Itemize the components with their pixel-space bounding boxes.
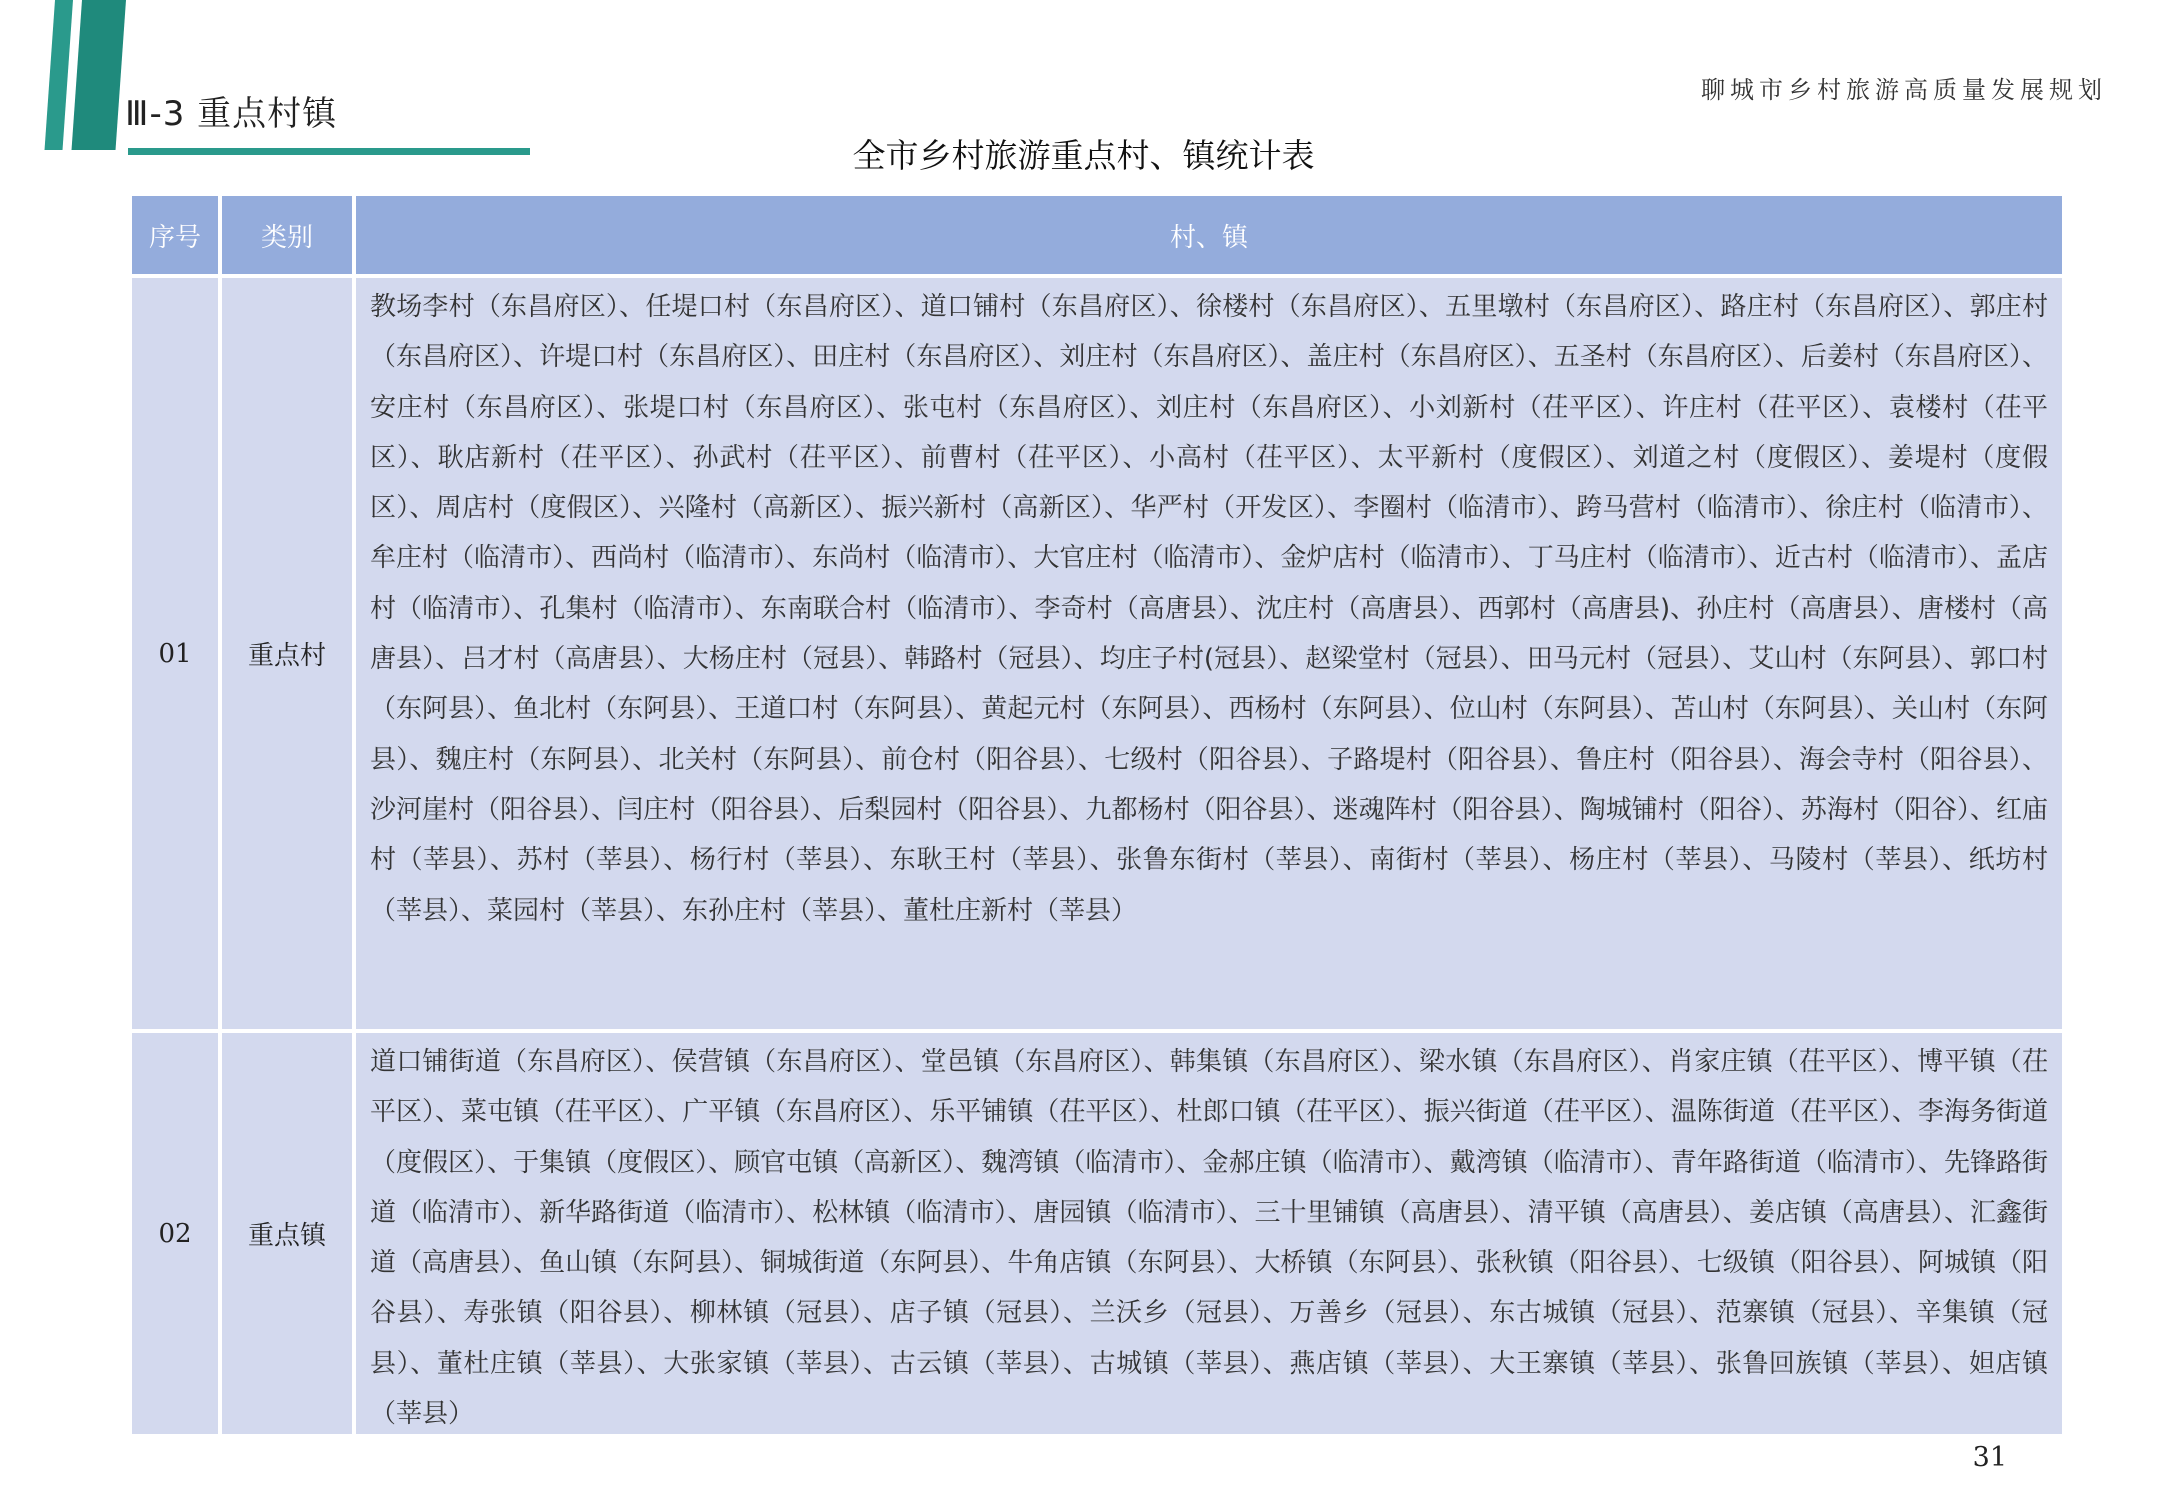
table-row <box>132 1033 2062 1438</box>
row-content: 教场李村（东昌府区）、任堤口村（东昌府区）、道口铺村（东昌府区）、徐楼村（东昌府区）、五里墩村（东昌府区）、路庄村（东昌府区）、郭庄村（东昌府区）、许堤口村（东昌府区）、田庄村（东昌府区）、刘庄村（东昌府区）、盖庄村（东昌府区）、五圣村（东昌府区）、后姜村（东昌府区）、安庄村（东昌府区）、张堤口村（东昌府区）、张屯村（东昌府区）、刘庄村（东昌府区）、小刘新村（茌平区）、许庄村（茌平区）、袁楼村（茌平区）、耿店新村（茌平区）、孙武村（茌平区）、前曹村（茌平区）、小高村（茌平区）、太平新村（度假区）、刘道之村（度假区）、姜堤村（度假区）、周店村（度假区）、兴隆村（高新区）、振兴新村（高新区）、华严村（开发区）、李圈村（临清市）、跨马营村（临清市）、徐庄村（临清市）、牟庄村（临清市）、西尚村（临清市）、东尚村（临清市）、大官庄村（临清市）、金炉店村（临清市）、丁马庄村（临清市）、近古村（临清市）、孟店村（临清市）、孔集村（临清市）、东南联合村（临清市）、李奇村（高唐县）、沈庄村（高唐县）、西郭村（高唐县)、孙庄村（高唐县）、唐楼村（高唐县）、吕才村（高唐县）、大杨庄村（冠县）、韩路村（冠县）、均庄子村(冠县）、赵梁堂村（冠县）、田马元村（冠县）、艾山村（东阿县）、郭口村（东阿县）、鱼北村（东阿县）、王道口村（东阿县）、黄起元村（东阿县）、西杨村（东阿县）、位山村（东阿县）、苫山村（东阿县）、关山村（东阿县）、魏庄村（东阿县）、北关村（东阿县）、前仓村（阳谷县）、七级村（阳谷县）、子路堤村（阳谷县）、鲁庄村（阳谷县）、海会寺村（阳谷县）、沙河崖村（阳谷县）、闫庄村（阳谷县）、后梨园村（阳谷县）、九都杨村（阳谷县）、迷魂阵村（阳谷县）、陶城铺村（阳谷）、苏海村（阳谷）、红庙村（莘县）、苏村（莘县）、杨行村（莘县）、东耿王村（莘县）、张鲁东街村（莘县）、南街村（莘县）、杨庄村（莘县）、马陵村（莘县）、纸坊村（莘县）、菜园村（莘县）、东孙庄村（莘县）、董杜庄新村（莘县） <box>356 278 2062 1033</box>
document-title: 聊城市乡村旅游高质量发展规划 <box>1701 76 2107 104</box>
row-category: 重点镇 <box>222 1033 356 1438</box>
column-header-category: 类别 <box>222 196 356 278</box>
column-header-villages-towns: 村、镇 <box>356 196 2062 278</box>
row-number: 02 <box>132 1033 222 1438</box>
decorative-band-left <box>45 0 73 150</box>
decorative-band-right <box>72 0 126 150</box>
section-title: Ⅲ-3 重点村镇 <box>125 94 338 134</box>
column-header-number: 序号 <box>132 196 222 278</box>
table-title: 全市乡村旅游重点村、镇统计表 <box>852 136 1315 175</box>
table-row <box>132 278 2062 1033</box>
row-number: 01 <box>132 278 222 1033</box>
table-header-row <box>132 196 2062 278</box>
statistics-table <box>132 196 2062 1438</box>
row-category: 重点村 <box>222 278 356 1033</box>
row-content: 道口铺街道（东昌府区）、侯营镇（东昌府区）、堂邑镇（东昌府区）、韩集镇（东昌府区）、梁水镇（东昌府区）、肖家庄镇（茌平区）、博平镇（茌平区）、菜屯镇（茌平区）、广平镇（东昌府区）、乐平铺镇（茌平区）、杜郎口镇（茌平区）、振兴街道（茌平区）、温陈街道（茌平区）、李海务街道（度假区）、于集镇（度假区）、顾官屯镇（高新区）、魏湾镇（临清市）、金郝庄镇（临清市）、戴湾镇（临清市）、青年路街道（临清市）、先锋路街道（临清市）、新华路街道（临清市）、松林镇（临清市）、唐园镇（临清市）、三十里铺镇（高唐县）、清平镇（高唐县）、姜店镇（高唐县）、汇鑫街道（高唐县）、鱼山镇（东阿县）、铜城街道（东阿县）、牛角店镇（东阿县）、大桥镇（东阿县）、张秋镇（阳谷县）、七级镇（阳谷县）、阿城镇（阳谷县）、寿张镇（阳谷县）、柳林镇（冠县）、店子镇（冠县）、兰沃乡（冠县）、万善乡（冠县）、东古城镇（冠县）、范寨镇（冠县）、辛集镇（冠县）、董杜庄镇（莘县）、大张家镇（莘县）、古云镇（莘县）、古城镇（莘县）、燕店镇（莘县）、大王寨镇（莘县）、张鲁回族镇（莘县）、妲店镇（莘县） <box>356 1033 2062 1438</box>
page-number: 31 <box>1972 1442 2007 1473</box>
